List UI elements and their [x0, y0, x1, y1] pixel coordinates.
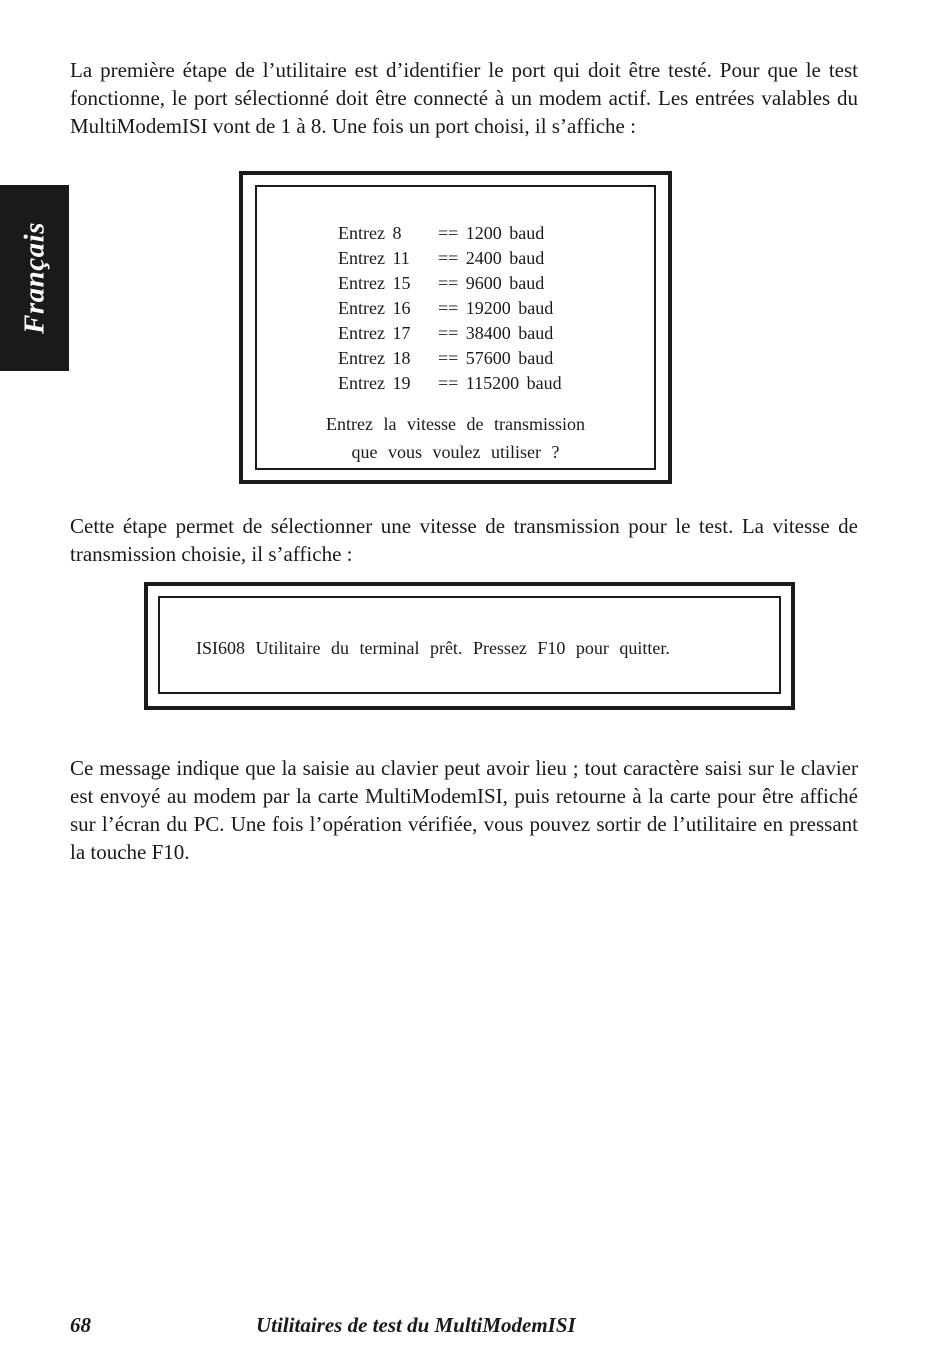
rate-row: [338, 321, 562, 346]
rate-entry: Entrez 8: [338, 223, 402, 243]
terminal-ready-message: ISI608 Utilitaire du terminal prêt. Pressez F10 pour quitter.: [196, 638, 670, 658]
rate-entry: Entrez 19: [338, 373, 411, 393]
rate-entry: Entrez 15: [338, 273, 411, 293]
rate-row: [338, 271, 562, 296]
rate-value: == 57600 baud: [438, 348, 554, 368]
rate-value: == 115200 baud: [438, 373, 562, 393]
terminal-ready-screen-inner: [158, 596, 781, 694]
footer-title: Utilitaires de test du MultiModemISI: [256, 1313, 576, 1337]
intro-paragraph: La première étape de l’utilitaire est d’identifier le port qui doit être testé. Pour que le test fonctionne, le port sélectionné doit être connecté à un modem actif. Les entrées valables du MultiModemISI vont de 1 à 8. Une fois un port choisi, il s’affiche :: [70, 58, 858, 138]
baud-rate-list: [338, 221, 562, 396]
baud-rate-screen-inner: [255, 185, 656, 470]
prompt-line: que vous voulez utiliser ?: [351, 442, 560, 462]
rate-value: == 19200 baud: [438, 298, 554, 318]
rate-value: == 1200 baud: [438, 223, 545, 243]
rate-entry: Entrez 16: [338, 298, 411, 318]
rate-entry: Entrez 11: [338, 248, 410, 268]
rate-entry: Entrez 18: [338, 348, 411, 368]
rate-row: [338, 296, 562, 321]
rate-value: == 9600 baud: [438, 273, 545, 293]
rate-row: [338, 346, 562, 371]
language-tab: [0, 185, 69, 371]
baud-rate-prompt: [257, 410, 654, 466]
page-number: 68: [70, 1313, 91, 1337]
rate-row: [338, 221, 562, 246]
rate-value: == 2400 baud: [438, 248, 545, 268]
language-tab-label: Français: [18, 222, 50, 334]
prompt-line: Entrez la vitesse de transmission: [326, 414, 585, 434]
baud-rate-paragraph: Cette étape permet de sélectionner une vitesse de transmission pour le test. La vitesse de transmission choisie, il s’affiche :: [70, 514, 858, 566]
rate-row: [338, 246, 562, 271]
rate-value: == 38400 baud: [438, 323, 554, 343]
rate-row: [338, 371, 562, 396]
terminal-ready-screen: [144, 582, 795, 710]
keyboard-test-paragraph: Ce message indique que la saisie au clavier peut avoir lieu ; tout caractère saisi sur le clavier est envoyé au modem par la carte MultiModemISI, puis retourne à la carte pour être affiché sur l’écran du PC. Une fois l’opération vérifiée, vous pouvez sortir de l’utilitaire en pressant la touche F10.: [70, 756, 858, 864]
baud-rate-screen: [239, 171, 672, 484]
rate-entry: Entrez 17: [338, 323, 411, 343]
